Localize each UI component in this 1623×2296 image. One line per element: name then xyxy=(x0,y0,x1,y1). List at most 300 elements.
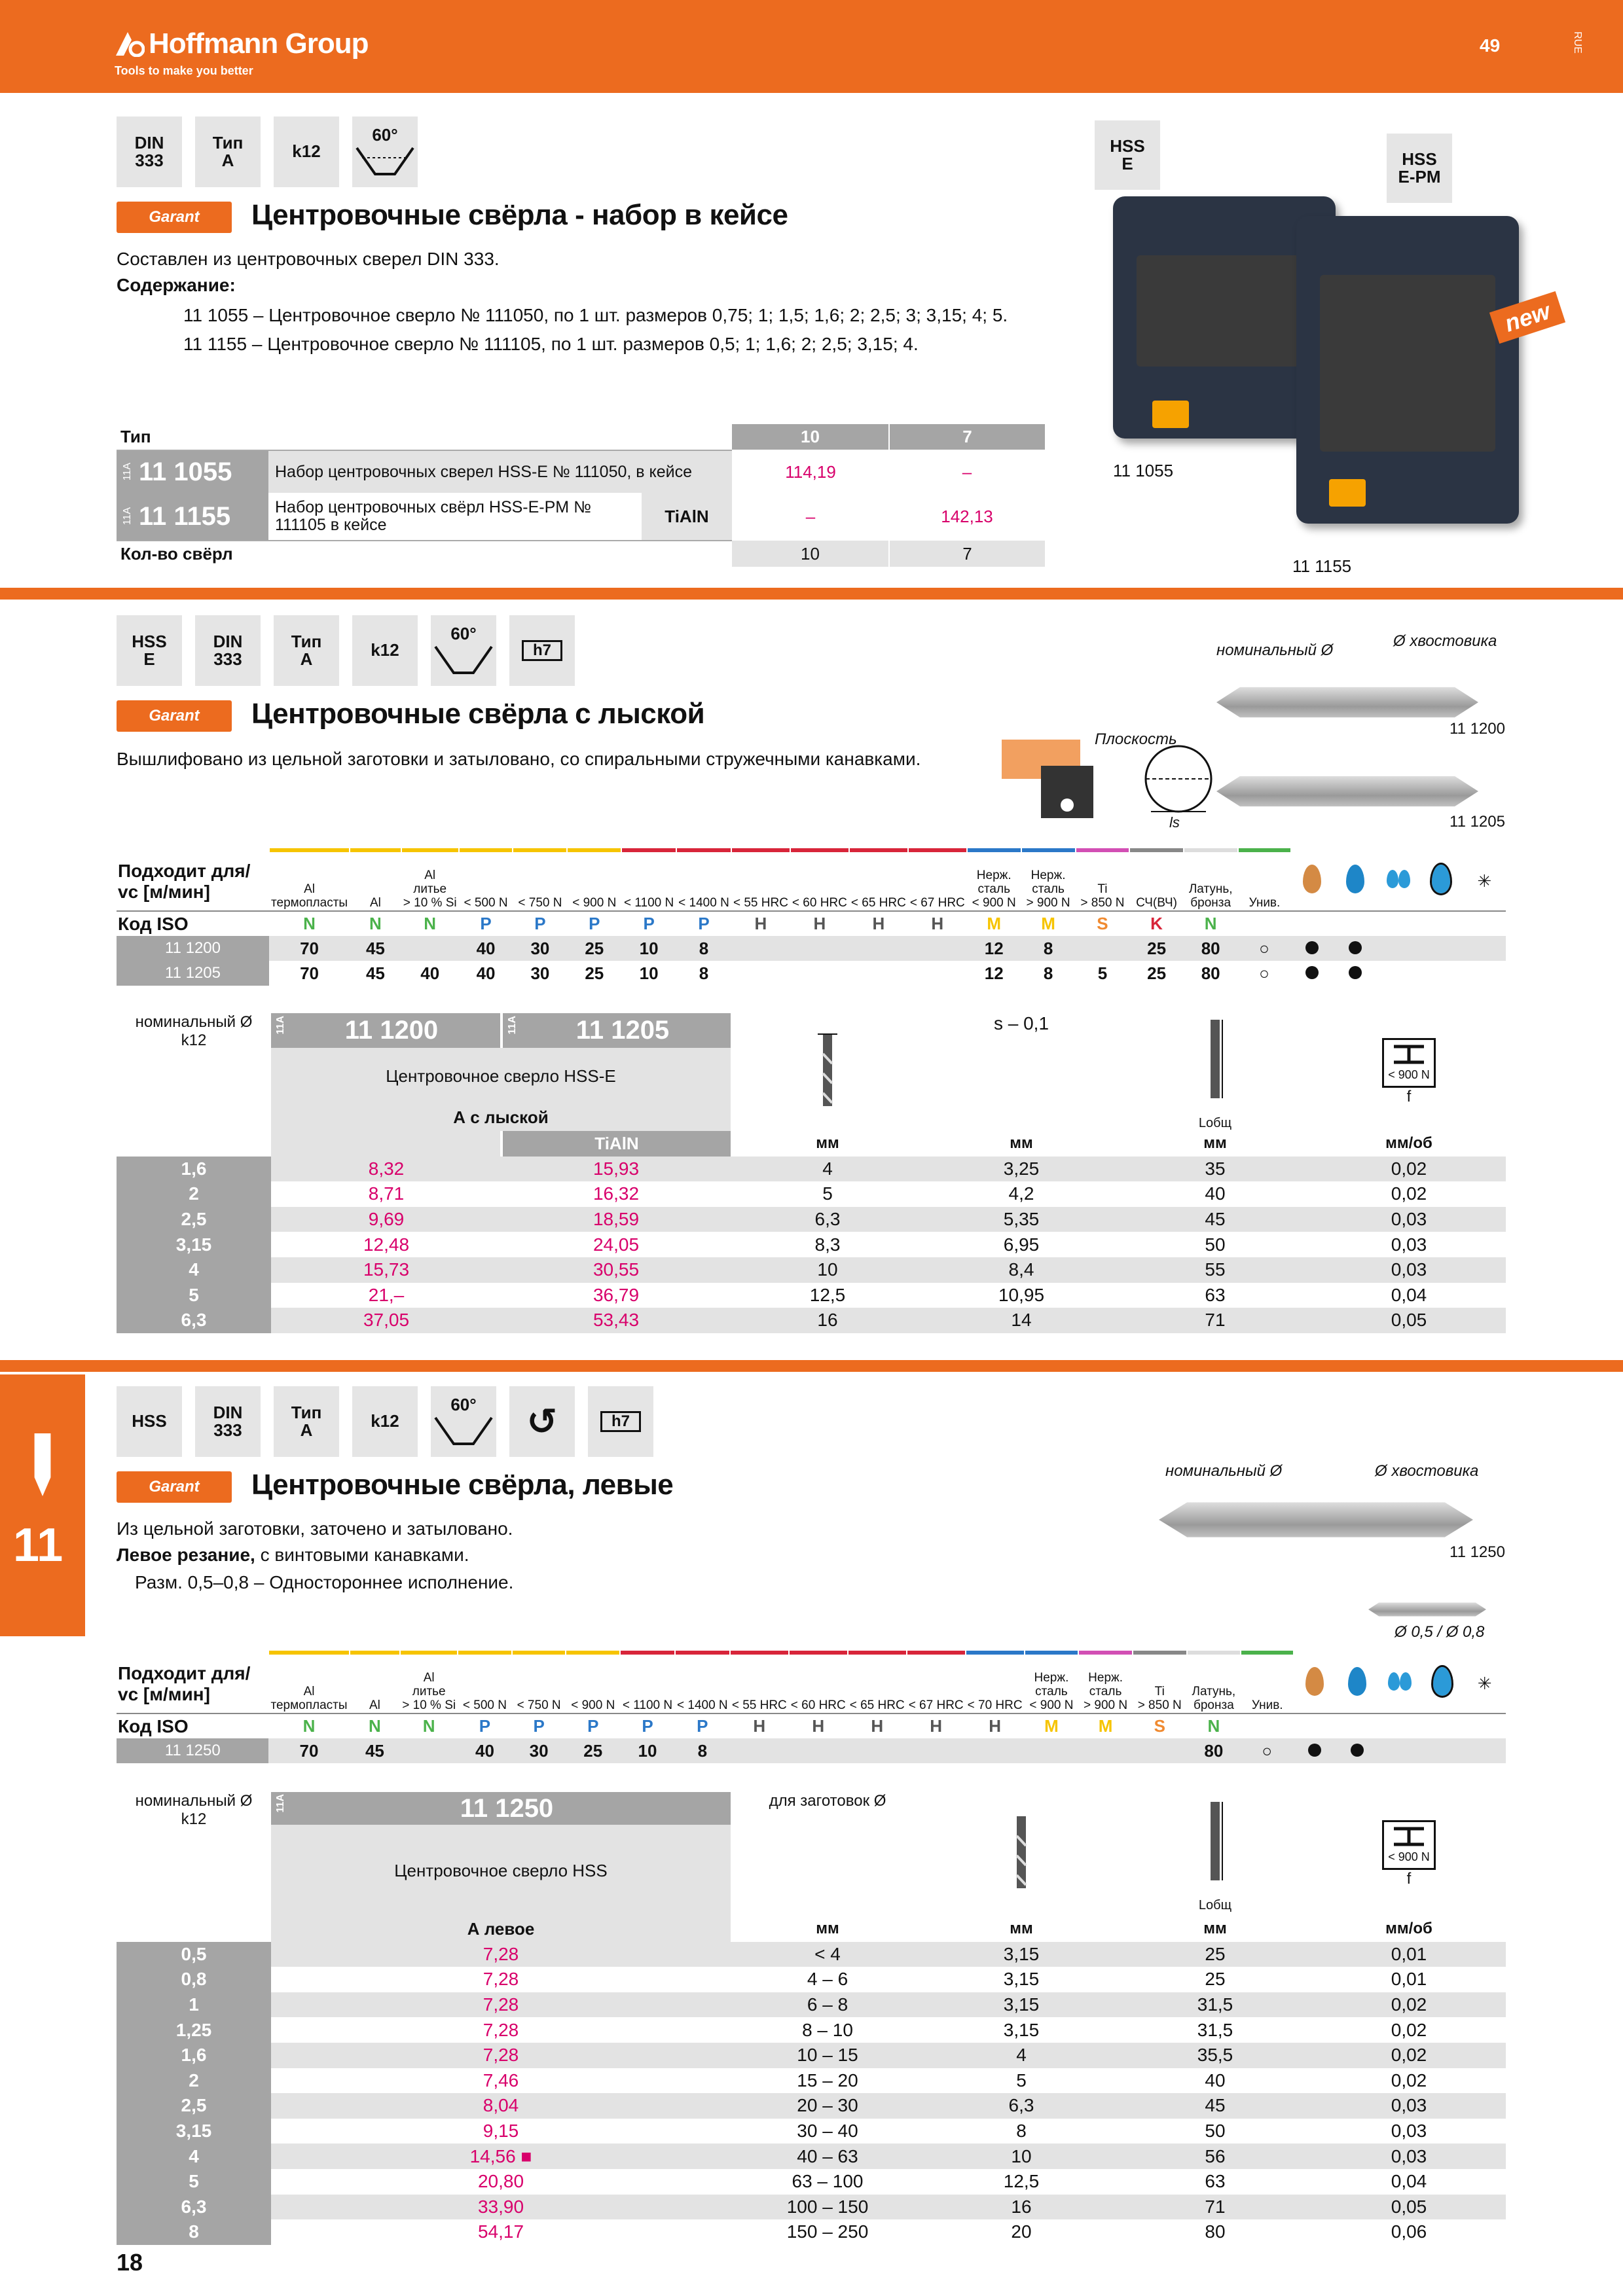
s3-material-value: 45 xyxy=(365,1740,384,1761)
s3-iso-code: M xyxy=(1098,1716,1113,1736)
steel-beam-icon xyxy=(1393,1044,1425,1065)
s2-material-value xyxy=(849,961,908,986)
s3-emulsion-icon xyxy=(1336,1655,1379,1713)
footer-page-number: 18 xyxy=(117,2249,143,2276)
s2-badge-hss-text: HSS E xyxy=(132,631,167,669)
s2-dim-cell: 5 xyxy=(822,1183,833,1204)
s2-dim-cell: 15,93 xyxy=(501,1157,731,1182)
section2-title: Центровочные свёрла с лыской xyxy=(251,698,705,730)
s2-material-head: СЧ(ВЧ) xyxy=(1129,852,1183,911)
s3-material-head: Латунь, бронза xyxy=(1187,1655,1241,1713)
s2-material-value: 80 xyxy=(1201,963,1220,983)
s3-dim-row xyxy=(117,2195,1506,2220)
s3-material-value: 40 xyxy=(475,1740,494,1761)
s3-dim-cell: 30 – 40 xyxy=(797,2121,858,2142)
s3-code: 11 1250 xyxy=(460,1793,554,1823)
s2-dim-cell: 10 xyxy=(731,1257,924,1283)
section1-item1: 11 1055 – Центровочное сверло № 111050, по 1 шт. размеров 0,75; 1; 1,5; 1,6; 2; 2,5; 3; 3,15; 4; 5. xyxy=(183,305,1008,325)
s3-dim-cell: 3,15 xyxy=(924,1942,1118,1967)
s3-iso-code: N xyxy=(422,1716,435,1736)
s2-dim-cell: 0,03 xyxy=(1312,1207,1506,1232)
s3-material-value xyxy=(1133,1738,1187,1763)
s3-iso-code: N xyxy=(302,1716,316,1736)
badge-type xyxy=(195,117,261,187)
s2-dim-cell: 0,03 xyxy=(1391,1234,1427,1255)
s3-material-value: 80 xyxy=(1204,1740,1224,1761)
set-row-2-code: 11 1155 xyxy=(139,501,231,531)
s3-material-head: < 1400 N xyxy=(675,1655,730,1713)
s3-dim-cell: 25 xyxy=(1118,1942,1312,1967)
s2-dim-cell: 30,55 xyxy=(501,1257,731,1283)
s2-material-value: 25 xyxy=(585,938,604,958)
s3-dim-cell: 54,17 xyxy=(477,2221,524,2242)
s3-dim-cell: 4 xyxy=(117,2144,271,2169)
s3-dim-cell: 33,90 xyxy=(271,2195,731,2220)
s2-drill-illustration-2 xyxy=(1216,770,1478,813)
s2-force: < 900 N xyxy=(1388,1068,1430,1081)
s3-l-label: Lобщ xyxy=(1198,1898,1232,1912)
s3-force: < 900 N xyxy=(1388,1850,1430,1863)
s3-dim-cell: 6,3 xyxy=(117,2195,271,2220)
s2-iso-code: H xyxy=(931,914,944,933)
s2-dim-cell: 40 xyxy=(1205,1183,1226,1204)
s3-dim-cell: 40 – 63 xyxy=(731,2144,924,2169)
s3-iso-code: N xyxy=(369,1716,381,1736)
s3-nominal-label: номинальный Ø k12 xyxy=(135,1792,253,1828)
set-count-2: 7 xyxy=(889,541,1045,567)
s3-material-head: Унив. xyxy=(1241,1655,1293,1713)
set-row-1-v2: – xyxy=(889,450,1045,493)
set-row-2-v1: – xyxy=(805,507,816,526)
s2-material-value: 30 xyxy=(530,938,550,958)
s2-material-value xyxy=(731,961,790,986)
s2-dim-cell: 37,05 xyxy=(271,1308,501,1333)
s3-garant-badge-text: Garant xyxy=(149,1478,200,1496)
s2-emulsion-mark xyxy=(1334,936,1377,961)
s2-material-value: 5 xyxy=(1097,963,1108,983)
s2-material-head: < 500 N xyxy=(459,852,513,911)
s3-badge-left-rotation xyxy=(509,1386,575,1457)
s3-material-value xyxy=(400,1738,458,1763)
s3-garant-badge xyxy=(117,1471,232,1503)
s2-desc: Центровочное сверло HSS-E xyxy=(271,1048,731,1103)
s3-code-cell xyxy=(271,1792,731,1825)
s3-badge-shank xyxy=(588,1386,653,1457)
s2-drw-nominal: номинальный Ø xyxy=(1216,641,1334,659)
s2-material-value: ○ xyxy=(1259,963,1269,983)
s2-dim-row xyxy=(117,1181,1506,1207)
s3-material-head: < 67 HRC xyxy=(907,1655,966,1713)
s2-iso-code: P xyxy=(698,914,710,933)
s3-dim-row xyxy=(117,2119,1506,2144)
s3-dim-cell: 7,28 xyxy=(271,1942,731,1967)
s3-material-value: ○ xyxy=(1262,1740,1273,1761)
s2-material-head: Нерж. сталь < 900 N xyxy=(967,852,1021,911)
s2-badge-tolerance-text: k12 xyxy=(371,640,399,660)
s3-material-head: Al литье > 10 % Si xyxy=(400,1655,458,1713)
s2-shank-icon-cell xyxy=(731,1013,924,1131)
s3-material-head: Нерж. сталь > 900 N xyxy=(1078,1655,1133,1713)
s2-material-head: < 900 N xyxy=(567,852,621,911)
s2-length-cell xyxy=(1118,1013,1312,1131)
s3-unit-4: мм/об xyxy=(1385,1920,1432,1938)
s2-dim-cell: 0,04 xyxy=(1391,1284,1427,1305)
s3-dim-cell: 35,5 xyxy=(1118,2043,1312,2068)
s3-dim-cell: 15 – 20 xyxy=(797,2070,858,2090)
s3-dim-cell: 20 xyxy=(1011,2221,1032,2242)
photo-badge-hssepm xyxy=(1387,134,1452,203)
s2-dim-row xyxy=(117,1207,1506,1232)
s2-dim-cell: 63 xyxy=(1205,1284,1226,1305)
s3-drill-illustration xyxy=(1159,1495,1473,1545)
s2-dim-cell: 0,02 xyxy=(1312,1157,1506,1182)
s3-dim-cell: 3,15 xyxy=(117,2119,271,2144)
s3-dim-cell: 80 xyxy=(1205,2221,1226,2242)
section3-line2-bold: Левое резание, xyxy=(117,1545,255,1565)
s3-material-table xyxy=(117,1651,1506,1763)
s3-badge-type xyxy=(274,1386,339,1457)
s3-dim-cell: 8 xyxy=(1016,2121,1027,2142)
s2-material-value xyxy=(908,936,967,961)
badge-angle-text: 60° xyxy=(372,125,398,145)
s2-material-value: 10 xyxy=(639,938,659,958)
s3-drw-nominal: номинальный Ø xyxy=(1165,1462,1283,1480)
section1-title: Центровочные свёрла - набор в кейсе xyxy=(251,199,788,231)
set-row-2-coating: TiAlN xyxy=(642,493,732,540)
s2-material-head: < 67 HRC xyxy=(908,852,967,911)
brand-tagline: Tools to make you better xyxy=(115,64,253,77)
s3-dim-cell: 100 – 150 xyxy=(731,2195,924,2220)
s2-dim-cell: 16 xyxy=(731,1308,924,1333)
s2-dim-cell: 8,32 xyxy=(271,1157,501,1182)
s2-nominal-label: номинальный Ø k12 xyxy=(135,1013,253,1049)
s3-badge-din-text: DIN 333 xyxy=(213,1402,243,1440)
s2-material-value xyxy=(849,936,908,961)
s2-material-value: 8 xyxy=(699,963,709,983)
garant-badge xyxy=(117,202,232,233)
s2-badge-din xyxy=(195,615,261,686)
s2-code1: 11 1200 xyxy=(344,1016,439,1045)
s2-iso-code: N xyxy=(1204,914,1217,933)
s3-dim-row xyxy=(117,2219,1506,2245)
s3-dim-row xyxy=(117,2093,1506,2119)
s2-iso-code: P xyxy=(589,914,600,933)
photo-badge-hsse-text: HSS E xyxy=(1110,135,1145,173)
s3-iso-code: H xyxy=(871,1716,884,1736)
s3-dim-cell: 0,02 xyxy=(1312,2043,1506,2068)
s3-mql-icon xyxy=(1379,1655,1421,1713)
s3-material-head: Al xyxy=(350,1655,401,1713)
s3-dim-cell: 7,28 xyxy=(483,2019,519,2040)
s3-dim-cell: 12,5 xyxy=(1003,2171,1040,2192)
s3-material-value xyxy=(730,1738,789,1763)
case-clip-2 xyxy=(1329,479,1366,507)
s3-unit-2: мм xyxy=(1010,1920,1033,1938)
s2-material-value: 70 xyxy=(300,963,319,983)
s3-dim-cell: 0,8 xyxy=(117,1967,271,1992)
s2-dim-row xyxy=(117,1308,1506,1333)
s2-badge-angle xyxy=(431,615,496,686)
s2-air-icon: ✳ xyxy=(1463,852,1506,911)
s2-code2-cell xyxy=(501,1013,731,1048)
s2-material-head: < 60 HRC xyxy=(790,852,849,911)
s3-dim-cell: 8 – 10 xyxy=(802,2019,853,2040)
s2-material-value: 10 xyxy=(639,963,659,983)
s3-material-value: 25 xyxy=(583,1740,603,1761)
section-divider-2 xyxy=(0,1360,1623,1372)
s2-iso-label: Код ISO xyxy=(118,913,189,934)
s3-dim-cell: 14,56 ■ xyxy=(271,2144,731,2169)
s3-dim-row xyxy=(117,2043,1506,2068)
s3-material-head: < 500 N xyxy=(458,1655,512,1713)
badge-din-text: DIN 333 xyxy=(134,132,164,170)
s3-dim-cell: 4 – 6 xyxy=(807,1969,848,1990)
s2-iso-code: K xyxy=(1150,914,1163,933)
s2-material-head: Al xyxy=(350,852,401,911)
s3-dim-row xyxy=(117,1942,1506,1967)
set-row-1-code: 11 1055 xyxy=(139,457,232,486)
s2-material-value xyxy=(731,936,790,961)
s2-drill-illustration-1 xyxy=(1216,681,1478,724)
drill-shank-icon xyxy=(1012,1810,1031,1895)
s2-drw-flat: Плоскость xyxy=(1095,730,1177,748)
s3-dim-cell: 4 xyxy=(924,2043,1118,2068)
s3-badge-tolerance xyxy=(352,1386,418,1457)
s2-dim-cell: 0,05 xyxy=(1312,1308,1506,1333)
s2-oil-mark xyxy=(1290,936,1334,961)
s2-dim-cell: 45 xyxy=(1118,1207,1312,1232)
s3-length-cell xyxy=(1118,1792,1312,1916)
s3-material-value xyxy=(848,1738,907,1763)
set-row-2 xyxy=(117,493,1045,541)
section1-intro: Составлен из центровочных сверел DIN 333. xyxy=(117,249,500,269)
s3-dim-cell: 3,15 xyxy=(1003,1969,1040,1990)
s2-material-value xyxy=(401,936,459,961)
s3-unit-1: мм xyxy=(816,1920,839,1938)
s2-material-head: < 1400 N xyxy=(676,852,731,911)
badge-angle xyxy=(352,117,418,187)
s2-material-row-code: 11 1200 xyxy=(117,936,269,961)
section3-line2-rest: с винтовыми канавками. xyxy=(255,1545,469,1565)
s3-iso-code: S xyxy=(1154,1716,1165,1736)
countersink-angle-icon xyxy=(356,145,414,177)
s2-dim-row xyxy=(117,1232,1506,1257)
set-table-type-label: Тип xyxy=(117,424,732,450)
s2-dim-cell: 6,95 xyxy=(1003,1234,1040,1255)
set-row-2-v2: 142,13 xyxy=(941,507,993,526)
s3-dim-cell: 71 xyxy=(1118,2195,1312,2220)
s3-dim-cell: 0,01 xyxy=(1391,1969,1427,1990)
chapter-tab xyxy=(0,1374,85,1636)
s2-dim-cell: 21,– xyxy=(368,1284,405,1305)
s3-force-box xyxy=(1382,1820,1436,1870)
s3-material-value: 30 xyxy=(529,1740,549,1761)
s2-oil-mark xyxy=(1290,961,1334,986)
photo-label-2: 11 1155 xyxy=(1292,556,1352,576)
s2-dim-row xyxy=(117,1257,1506,1283)
s2-dim-row xyxy=(117,1157,1506,1182)
s3-dim-cell: 6,3 xyxy=(924,2093,1118,2119)
flat-section-diagram xyxy=(1002,733,1224,838)
s2-subdesc: А с лыской xyxy=(271,1104,731,1131)
hoffmann-logo-icon xyxy=(115,31,145,57)
s2-material-value: ○ xyxy=(1259,938,1269,958)
s3-material-value xyxy=(966,1738,1025,1763)
s3-dim-cell: 0,06 xyxy=(1391,2221,1427,2242)
s2-l-label: Lобщ xyxy=(1198,1116,1232,1130)
s2-s-label: s – 0,1 xyxy=(993,1013,1049,1033)
s2-material-head: Унив. xyxy=(1238,852,1291,911)
s2-dim-cell: 1,6 xyxy=(117,1157,271,1182)
s2-dim-cell: 4 xyxy=(731,1157,924,1182)
s2-dim-cell: 24,05 xyxy=(593,1234,640,1255)
s3-material-value xyxy=(1078,1738,1133,1763)
s2-iso-code: S xyxy=(1097,914,1108,933)
section1-item2: 11 1155 – Центровочное сверло № 111105, по 1 шт. размеров 0,5; 1; 1,6; 2; 2,5; 3,15; 4. xyxy=(183,334,919,354)
steel-beam-icon xyxy=(1393,1826,1425,1847)
s3-material-head: < 55 HRC xyxy=(730,1655,789,1713)
s2-material-value: 8 xyxy=(699,938,709,958)
s2-dim-cell: 50 xyxy=(1205,1234,1226,1255)
s3-badge-hss xyxy=(117,1386,182,1457)
s3-dim-cell: 10 – 15 xyxy=(731,2043,924,2068)
s3-desc: Центровочное сверло HSS xyxy=(271,1825,731,1916)
s2-badge-shank-text: h7 xyxy=(522,640,562,660)
s3-small-drill-illustration xyxy=(1368,1600,1486,1619)
section3-title: Центровочные свёрла, левые xyxy=(251,1469,674,1501)
section2-desc: Вышлифовано из цельной заготовки и затыловано, со спиральными стружечными канавками. xyxy=(117,749,921,769)
s2-iso-code: H xyxy=(872,914,885,933)
set-row-1-code-cell xyxy=(117,451,268,493)
s2-iso-code: H xyxy=(754,914,767,933)
s2-feed-cell xyxy=(1312,1013,1506,1131)
s2-material-value: 12 xyxy=(984,963,1004,983)
photo-badge-hssepm-text: HSS E-PM xyxy=(1398,149,1441,187)
badge-tolerance xyxy=(274,117,339,187)
s2-mql-icon xyxy=(1377,852,1419,911)
s3-emulsion-mark xyxy=(1336,1738,1379,1763)
s2-dry-icon xyxy=(1419,852,1463,911)
set-table xyxy=(117,424,1045,567)
s2-material-table xyxy=(117,848,1506,986)
s3-dim-cell: 9,15 xyxy=(483,2121,519,2142)
s3-dim-cell: 2,5 xyxy=(117,2093,271,2119)
s3-iso-code: H xyxy=(753,1716,766,1736)
language-code: RUE xyxy=(1572,31,1583,54)
s3-dim-cell: 16 xyxy=(924,2195,1118,2220)
new-tag: new xyxy=(1489,291,1565,344)
s3-material-head: < 70 HRC xyxy=(966,1655,1025,1713)
s2-garant-badge-text: Garant xyxy=(149,707,200,725)
s2-material-row-code: 11 1205 xyxy=(117,961,269,986)
s3-dim-cell: 1,25 xyxy=(117,2017,271,2043)
s2-badge-hss xyxy=(117,615,182,686)
page-number: 49 xyxy=(1480,35,1501,56)
s2-badge-shank xyxy=(509,615,575,686)
s2-material-head: Al термопласты xyxy=(269,852,350,911)
s2-dim-cell: 8,71 xyxy=(368,1183,405,1204)
s2-unit-1: мм xyxy=(816,1134,839,1153)
s2-material-head: Нерж. сталь > 900 N xyxy=(1021,852,1076,911)
s2-dim-cell: 35 xyxy=(1118,1157,1312,1182)
set-row-1 xyxy=(117,450,1045,493)
s3-dim-cell: 0,02 xyxy=(1391,2019,1427,2040)
s3-dim-cell: 7,28 xyxy=(271,1992,731,2018)
s3-iso-code: H xyxy=(930,1716,943,1736)
s2-unit-3: мм xyxy=(1203,1134,1227,1153)
s3-dim-row xyxy=(117,2017,1506,2043)
s2-material-value xyxy=(908,961,967,986)
s3-drw-code: 11 1250 xyxy=(1450,1543,1505,1561)
set-count-1: 10 xyxy=(732,541,889,567)
s2-material-value xyxy=(790,961,849,986)
s3-material-head: Нерж. сталь < 900 N xyxy=(1025,1655,1079,1713)
s2-material-value: 8 xyxy=(1043,963,1053,983)
set-row-2-prefix: 11A xyxy=(122,507,133,526)
s3-dim-cell: 31,5 xyxy=(1118,1992,1312,2018)
s3-iso-code: P xyxy=(697,1716,708,1736)
s3-dim-cell: 25 xyxy=(1205,1969,1226,1990)
s3-material-head: Ti > 850 N xyxy=(1133,1655,1187,1713)
s3-dim-cell: 2 xyxy=(117,2068,271,2094)
s2-dim-cell: 12,48 xyxy=(363,1234,410,1255)
s2-badge-tolerance xyxy=(352,615,418,686)
s3-dim-cell: 40 xyxy=(1205,2070,1226,2090)
s3-iso-code: M xyxy=(1044,1716,1059,1736)
s2-dim-cell: 9,69 xyxy=(271,1207,501,1232)
s3-dim-cell: 20 – 30 xyxy=(731,2093,924,2119)
s2-material-head: < 1100 N xyxy=(621,852,676,911)
s3-material-value xyxy=(907,1738,966,1763)
s3-badge-angle xyxy=(431,1386,496,1457)
s2-garant-badge xyxy=(117,700,232,732)
s2-material-value: 25 xyxy=(1147,938,1167,958)
s2-dim-cell: 2 xyxy=(117,1181,271,1207)
s2-iso-code: P xyxy=(643,914,655,933)
s3-badge-din xyxy=(195,1386,261,1457)
badge-type-text: Тип A xyxy=(212,132,244,170)
set-count-label: Кол-во свёрл xyxy=(117,541,732,567)
page-header xyxy=(0,0,1623,93)
photo-badge-hsse xyxy=(1095,120,1160,190)
s2-dim-cell: 16,32 xyxy=(593,1183,640,1204)
s3-dim-row xyxy=(117,2144,1506,2169)
s2-badge-type xyxy=(274,615,339,686)
s3-dim-cell: 5 xyxy=(1016,2070,1027,2090)
set-row-2-desc: Набор центровочных свёрл HSS-E-PM № 111105 в кейсе xyxy=(275,497,591,534)
s2-dim-cell: 18,59 xyxy=(501,1207,731,1232)
s2-material-head: Ti > 850 N xyxy=(1076,852,1130,911)
s2-iso-code: P xyxy=(534,914,546,933)
s2-iso-code: H xyxy=(813,914,826,933)
section3-line3: Разм. 0,5–0,8 – Одностороннее исполнение. xyxy=(135,1572,514,1592)
s3-oil-mark xyxy=(1293,1738,1336,1763)
s3-dim-cell: 63 xyxy=(1205,2171,1226,2192)
s2-badge-angle-text: 60° xyxy=(450,624,477,644)
s2-dim-cell: 53,43 xyxy=(501,1308,731,1333)
s2-dim-cell: 4 xyxy=(117,1257,271,1283)
s3-material-value: 8 xyxy=(697,1740,708,1761)
s3-iso-code xyxy=(1241,1713,1293,1738)
s2-material-head: < 55 HRC xyxy=(731,852,790,911)
badge-tolerance-text: k12 xyxy=(292,141,321,162)
s2-material-value: 12 xyxy=(984,938,1004,958)
s3-dim-cell: 7,46 xyxy=(483,2070,519,2090)
case-photo-2 xyxy=(1296,216,1519,524)
s3-subdesc: А левое xyxy=(271,1916,731,1942)
s2-code1-prefix: 11A xyxy=(275,1016,286,1035)
s3-material-head: < 65 HRC xyxy=(848,1655,907,1713)
